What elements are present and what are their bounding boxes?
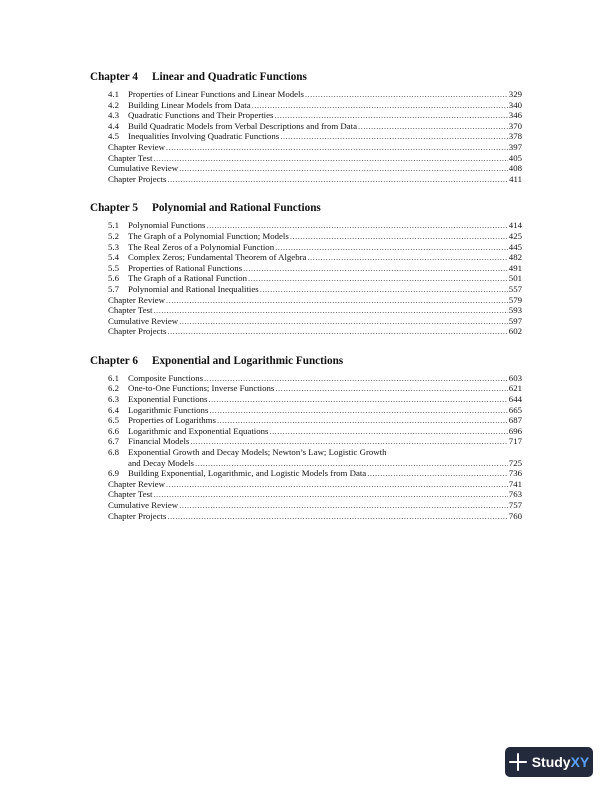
section-title: Polynomial Functions xyxy=(128,220,206,231)
page-number: 597 xyxy=(508,315,522,326)
dot-leader xyxy=(204,373,508,384)
dot-leader xyxy=(307,252,507,263)
section-number: 4.3 xyxy=(108,110,119,121)
section-number: 6.6 xyxy=(108,425,119,436)
page-number: 665 xyxy=(508,404,522,415)
toc-entry-chapter-projects[interactable] xyxy=(90,174,522,185)
dot-leader xyxy=(166,479,508,490)
toc-entry-chapter-test[interactable] xyxy=(90,305,522,316)
dot-leader xyxy=(153,489,507,500)
entry-title: Cumulative Review xyxy=(108,500,179,510)
section-title: The Graph of a Rational Function xyxy=(128,273,247,284)
section-title: Logarithmic Functions xyxy=(128,404,209,415)
toc-entry[interactable] xyxy=(90,263,522,274)
toc-entry[interactable] xyxy=(90,231,522,242)
page-number: 763 xyxy=(508,489,522,500)
page-number: 725 xyxy=(508,457,522,468)
entry-title: Chapter Projects xyxy=(108,510,167,521)
toc-entry[interactable] xyxy=(90,131,522,142)
page-number: 411 xyxy=(509,173,522,184)
page-number: 340 xyxy=(508,99,522,110)
section-title: Exponential Growth and Decay Models; Newton’s Law; Logistic Growth xyxy=(128,447,387,458)
plus-sparkle-icon xyxy=(509,753,527,771)
dot-leader xyxy=(167,174,508,185)
entry-title: Chapter Review xyxy=(108,141,165,152)
dot-leader xyxy=(179,163,508,174)
dot-leader xyxy=(179,500,508,511)
page-number: 378 xyxy=(508,131,522,142)
page-number: 621 xyxy=(508,383,522,394)
toc-entry-chapter-projects[interactable] xyxy=(90,326,522,337)
entry-title: Chapter Projects xyxy=(108,326,167,337)
toc-entry[interactable] xyxy=(90,252,522,263)
page-number: 717 xyxy=(508,436,522,447)
page-number: 760 xyxy=(508,510,522,521)
toc-entry[interactable] xyxy=(90,468,522,479)
section-number: 4.2 xyxy=(108,99,119,110)
dot-leader xyxy=(166,295,508,306)
chapter-title: Exponential and Logarithmic Functions xyxy=(152,354,344,367)
page-number: 408 xyxy=(508,163,522,174)
dot-leader xyxy=(358,121,508,132)
page-number: 405 xyxy=(508,152,522,163)
page-number: 696 xyxy=(508,425,522,436)
dot-leader xyxy=(206,220,507,231)
section-title: Properties of Linear Functions and Linear Models xyxy=(128,89,304,99)
page-number: 482 xyxy=(508,252,522,263)
entry-title: Chapter Review xyxy=(108,294,165,305)
toc-entry[interactable] xyxy=(90,100,522,111)
section-number: 6.4 xyxy=(108,404,119,415)
section-title-continued: and Decay Models xyxy=(128,457,194,468)
toc-entry[interactable] xyxy=(90,436,522,447)
section-number: 6.7 xyxy=(108,436,119,447)
entry-title: Chapter Projects xyxy=(108,173,167,184)
dot-leader xyxy=(153,153,507,164)
page-number: 491 xyxy=(508,262,522,273)
toc-entry[interactable] xyxy=(90,273,522,284)
toc-entry-chapter-test[interactable] xyxy=(90,489,522,500)
dot-leader xyxy=(243,263,508,274)
section-number: 5.2 xyxy=(108,230,119,241)
dot-leader xyxy=(252,100,508,111)
toc-entry[interactable] xyxy=(90,373,522,384)
dot-leader xyxy=(248,273,508,284)
dot-leader xyxy=(167,511,507,522)
page-number: 370 xyxy=(508,120,522,131)
toc-entry[interactable] xyxy=(90,284,522,295)
page-number: 414 xyxy=(508,220,522,231)
section-number: 5.5 xyxy=(108,262,119,273)
section-title: Building Exponential, Logarithmic, and Logistic Models from Data xyxy=(128,468,367,479)
section-title: Building Linear Models from Data xyxy=(128,99,251,110)
chapter-6 xyxy=(90,354,522,521)
section-title: Polynomial and Rational Inequalities xyxy=(128,283,259,294)
dot-leader xyxy=(290,231,508,242)
dot-leader xyxy=(209,405,507,416)
section-number: 5.3 xyxy=(108,241,119,252)
entry-title: Chapter Test xyxy=(108,305,153,316)
section-number: 6.3 xyxy=(108,394,119,405)
entry-title: Cumulative Review xyxy=(108,163,179,174)
dot-leader xyxy=(269,426,507,437)
section-title: Logarithmic and Exponential Equations xyxy=(128,425,269,436)
dot-leader xyxy=(305,89,508,100)
section-number: 6.8 xyxy=(108,447,119,458)
section-title: Inequalities Involving Quadratic Functions xyxy=(128,131,280,142)
page-number: 445 xyxy=(508,241,522,252)
toc-entry[interactable] xyxy=(90,89,522,100)
chapter-heading xyxy=(90,201,522,215)
page-number: 579 xyxy=(508,294,522,305)
dot-leader xyxy=(179,316,508,327)
dot-leader xyxy=(274,110,507,121)
page-number: 593 xyxy=(508,305,522,316)
section-title: Quadratic Functions and Their Properties xyxy=(128,110,274,121)
watermark-text xyxy=(532,754,590,770)
toc-entry-cumulative-review[interactable] xyxy=(90,163,522,174)
dot-leader xyxy=(275,242,508,253)
dot-leader xyxy=(280,131,508,142)
section-title: Build Quadratic Models from Verbal Descriptions and from Data xyxy=(128,120,357,131)
section-title: The Graph of a Polynomial Function; Models xyxy=(128,230,289,241)
section-number: 4.1 xyxy=(108,89,119,99)
toc-entry-chapter-test[interactable] xyxy=(90,153,522,164)
chapter-number: Chapter 5 xyxy=(90,202,138,215)
page-number: 557 xyxy=(508,283,522,294)
toc-entry[interactable] xyxy=(90,110,522,121)
page-number: 741 xyxy=(508,478,522,489)
page-number: 346 xyxy=(508,110,522,121)
page-number: 736 xyxy=(508,468,522,479)
chapter-title: Linear and Quadratic Functions xyxy=(152,71,307,83)
page-number: 425 xyxy=(508,230,522,241)
section-title: Complex Zeros; Fundamental Theorem of Algebra xyxy=(128,252,307,263)
section-number: 4.4 xyxy=(108,120,119,131)
chapter-number: Chapter 4 xyxy=(90,71,138,83)
section-title: Financial Models xyxy=(128,436,190,447)
dot-leader xyxy=(217,415,508,426)
toc-entry-first-line[interactable] xyxy=(90,447,522,458)
toc-entry-cumulative-review[interactable] xyxy=(90,316,522,327)
page-number: 329 xyxy=(508,89,522,99)
dot-leader xyxy=(260,284,508,295)
toc-entry[interactable] xyxy=(90,426,522,437)
page-number: 397 xyxy=(508,141,522,152)
section-title: Composite Functions xyxy=(128,372,204,383)
toc-entry-chapter-review[interactable] xyxy=(90,142,522,153)
section-number: 6.5 xyxy=(108,415,119,426)
page-number: 603 xyxy=(508,372,522,383)
toc-entry[interactable] xyxy=(90,242,522,253)
chapter-4 xyxy=(90,70,522,184)
section-number: 6.1 xyxy=(108,372,119,383)
page-number: 602 xyxy=(508,326,522,337)
toc-entry-chapter-review[interactable] xyxy=(90,479,522,490)
entry-title: Chapter Test xyxy=(108,489,153,500)
dot-leader xyxy=(166,142,508,153)
toc-entry[interactable] xyxy=(90,405,522,416)
section-number: 5.4 xyxy=(108,252,119,263)
dot-leader xyxy=(153,305,507,316)
section-title: Exponential Functions xyxy=(128,394,208,405)
section-number: 5.6 xyxy=(108,273,119,284)
toc-entry[interactable] xyxy=(90,121,522,132)
chapter-heading xyxy=(90,70,522,84)
dot-leader xyxy=(367,468,508,479)
entry-title: Cumulative Review xyxy=(108,315,179,326)
chapter-number: Chapter 6 xyxy=(90,354,138,367)
section-number: 5.1 xyxy=(108,220,119,231)
chapter-title: Polynomial and Rational Functions xyxy=(152,202,321,215)
entry-title: Chapter Test xyxy=(108,152,153,163)
page-number: 757 xyxy=(508,500,522,510)
section-number: 6.9 xyxy=(108,468,119,479)
table-of-contents xyxy=(90,70,522,538)
studyxy-watermark[interactable] xyxy=(505,747,593,777)
page-number: 687 xyxy=(508,415,522,426)
toc-entry[interactable] xyxy=(90,220,522,231)
page-number: 644 xyxy=(508,394,522,405)
dot-leader xyxy=(167,326,507,337)
watermark-prefix: Study xyxy=(531,754,571,770)
toc-entry[interactable] xyxy=(90,415,522,426)
dot-leader xyxy=(195,458,508,469)
toc-entry-cumulative-review[interactable] xyxy=(90,500,522,511)
toc-entry[interactable] xyxy=(90,394,522,405)
chapter-heading xyxy=(90,354,522,368)
dot-leader xyxy=(275,383,507,394)
page-number: 501 xyxy=(508,273,522,284)
dot-leader xyxy=(190,436,507,447)
section-title: The Real Zeros of a Polynomial Function xyxy=(128,241,275,252)
toc-entry[interactable] xyxy=(90,383,522,394)
section-number: 5.7 xyxy=(108,283,119,294)
section-title: Properties of Rational Functions xyxy=(128,262,243,273)
dot-leader xyxy=(208,394,507,405)
section-title: Properties of Logarithms xyxy=(128,415,216,426)
section-number: 4.5 xyxy=(108,131,119,142)
watermark-suffix: XY xyxy=(570,754,590,770)
toc-entry-chapter-review[interactable] xyxy=(90,295,522,306)
section-number: 6.2 xyxy=(108,383,119,394)
chapter-5 xyxy=(90,201,522,337)
section-title: One-to-One Functions; Inverse Functions xyxy=(128,383,275,394)
toc-entry-chapter-projects[interactable] xyxy=(90,511,522,522)
entry-title: Chapter Review xyxy=(108,478,165,489)
toc-entry-continuation[interactable] xyxy=(90,458,522,469)
